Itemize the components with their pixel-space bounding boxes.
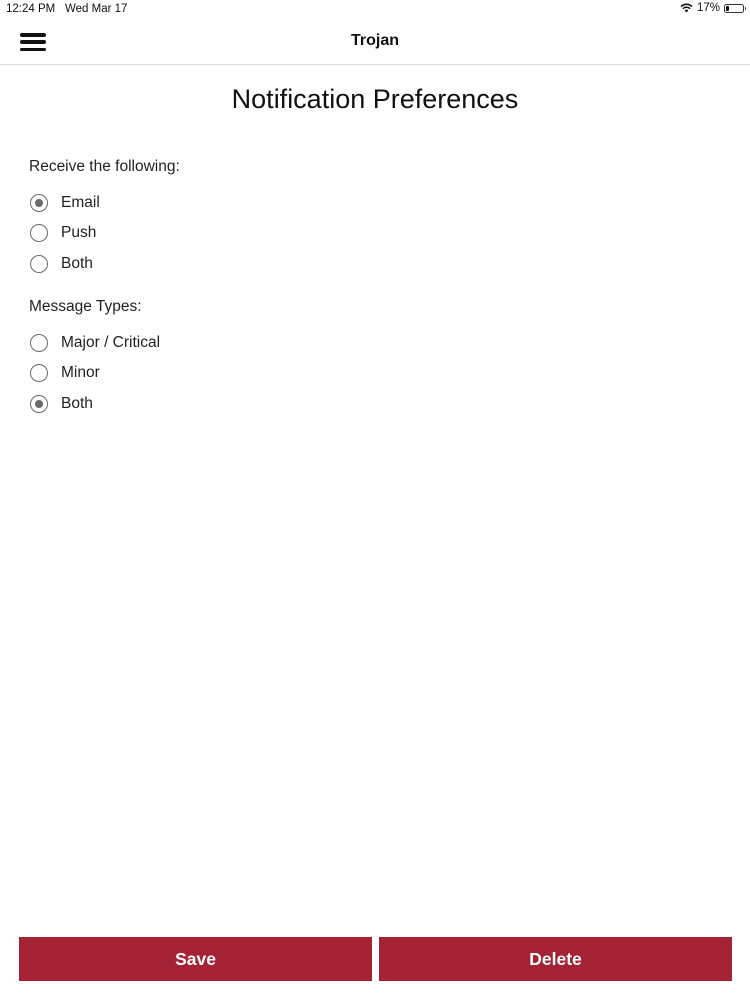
battery-percent: 17% (696, 2, 720, 14)
battery-level-fill (726, 6, 729, 11)
nav-title: Trojan (350, 32, 399, 49)
radio-button[interactable] (30, 364, 48, 382)
radio-label: Major / Critical (61, 334, 161, 351)
delete-button[interactable]: Delete (379, 937, 732, 981)
radio-type-major-critical[interactable] (30, 332, 160, 354)
radio-button[interactable] (30, 334, 48, 352)
radio-label: Email (61, 194, 100, 211)
navigation-bar (0, 20, 750, 65)
radio-label: Both (61, 395, 93, 412)
status-date: Wed Mar 17 (65, 3, 128, 15)
radio-type-both[interactable] (30, 393, 93, 415)
radio-button[interactable] (30, 224, 48, 242)
wifi-icon (680, 3, 693, 13)
radio-button[interactable] (30, 194, 48, 212)
save-button[interactable]: Save (19, 937, 372, 981)
status-bar (0, 0, 750, 20)
page-title: Notification Preferences (231, 84, 519, 114)
radio-receive-email[interactable] (30, 192, 100, 214)
radio-button[interactable] (30, 395, 48, 413)
radio-label: Minor (61, 364, 100, 381)
message-types-section-label: Message Types: (29, 298, 142, 315)
radio-type-minor[interactable] (30, 362, 100, 384)
radio-button[interactable] (30, 255, 48, 273)
battery-icon (724, 4, 744, 13)
radio-label: Push (61, 224, 97, 241)
radio-label: Both (61, 255, 93, 272)
receive-section-label: Receive the following: (29, 158, 180, 175)
status-time: 12:24 PM (6, 3, 56, 15)
status-indicators (680, 2, 744, 14)
radio-receive-both[interactable] (30, 253, 93, 275)
radio-receive-push[interactable] (30, 222, 96, 244)
